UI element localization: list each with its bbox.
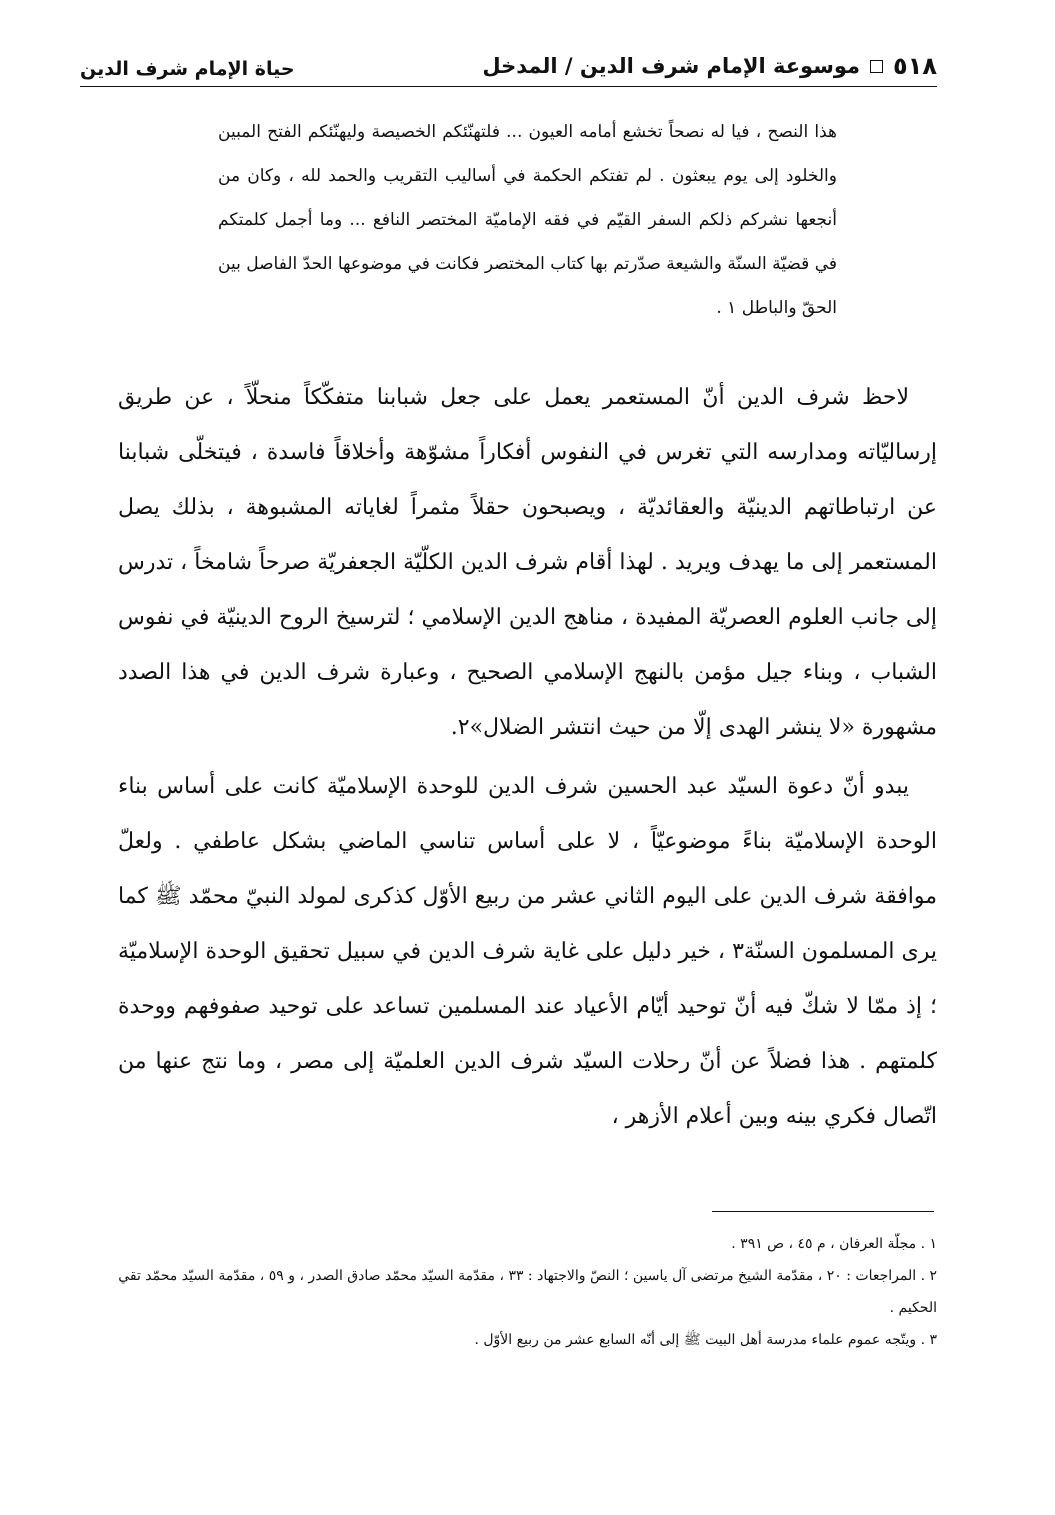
book-title: موسوعة الإمام شرف الدين / المدخل: [482, 54, 861, 78]
square-ornament-icon: [870, 60, 883, 73]
footnote: ٢ . المراجعات : ٢٠ ، مقدّمة الشيخ مرتضى آل ياسين ؛ النصّ والاجتهاد : ٣٣ ، مقدّمة السيّد محمّد صادق الصدر ، و ٥٩ ، مقدّمة السيّد محمّد تقي الحكيم .: [118, 1268, 937, 1316]
footnote: ١ . مجلّة العرفان ، م ٤٥ ، ص ٣٩١ .: [731, 1236, 937, 1252]
footnote: ٣ . ويتّجه عموم علماء مدرسة أهل البيت ﷺ إلى أنّه السابع عشر من ربيع الأوّل .: [474, 1332, 937, 1348]
quoted-passage: [218, 110, 837, 330]
body-paragraph: يبدو أنّ دعوة السيّد عبد الحسين شرف الدين للوحدة الإسلاميّة كانت على أساس بناء الوحدة الإسلاميّة بناءً موضوعيّاً ، لا على أساس تناسي الماضي بشكل عاطفي . ولعلّ موافقة شرف الدين على اليوم الثاني عشر من ربيع الأوّل كذكرى لمولد النبيّ محمّد ﷺ كما يرى المسلمون السنّة٣ ، خير دليل على غاية شرف الدين في سبيل تحقيق الوحدة الإسلاميّة ؛ إذ ممّا لا شكّ فيه أنّ توحيد أيّام الأعياد عند المسلمين تساعد على توحيد صفوفهم ووحدة كلمتهم . هذا فضلاً عن أنّ رحلات السيّد شرف الدين العلميّة إلى مصر ، وما نتج عنها من اتّصال فكري بينه وبين أعلام الأزهر ،: [118, 774, 938, 1129]
footnotes: [118, 1228, 937, 1356]
header-divider: [80, 86, 937, 87]
header-book-info: [482, 52, 937, 80]
footnote-divider: [712, 1211, 934, 1212]
body-paragraph: لاحظ شرف الدين أنّ المستعمر يعمل على جعل شبابنا متفكّكاً منحلّاً ، عن طريق إرساليّاته ومدارسه التي تغرس في النفوس أفكاراً مشوّهة وأخلاقاً فاسدة ، فيتخلّى شبابنا عن ارتباطاتهم الدينيّة والعقائديّة ، ويصبحون حقلاً مثمراً لغاياته المشبوهة ، بذلك يصل المستعمر إلى ما يهدف ويريد . لهذا أقام شرف الدين الكلّيّة الجعفريّة صرحاً شامخاً ، تدرس إلى جانب العلوم العصريّة المفيدة ، مناهج الدين الإسلامي ؛ لترسيخ الروح الدينيّة في نفوس الشباب ، وبناء جيل مؤمن بالنهج الإسلامي الصحيح ، وعبارة شرف الدين في هذا الصدد مشهورة «لا ينشر الهدى إلّا من حيث انتشر الضلال»٢.: [118, 385, 937, 740]
main-text: [118, 370, 937, 1148]
quote-paragraph: هذا النصح ، فيا له نصحاً تخشع أمامه العيون ... فلتهنّئكم الخصيصة وليهنّئكم الفتح المبين والخلود إلى يوم يبعثون . لم تفتكم الحكمة في أساليب التقريب والحمد لله ، وكان من أنجعها نشركم ذلكم السفر القيّم في فقه الإماميّة المختصر النافع ... وما أجمل كلمتكم في قضيّة السنّة والشيعة صدّرتم بها كتاب المختصر فكانت في موضوعها الحدّ الفاصل بين الحقّ والباطل ١ .: [218, 122, 837, 318]
running-header: [80, 38, 937, 80]
page-number: ٥١٨: [893, 52, 937, 80]
section-title: حياة الإمام شرف الدين: [80, 58, 295, 80]
